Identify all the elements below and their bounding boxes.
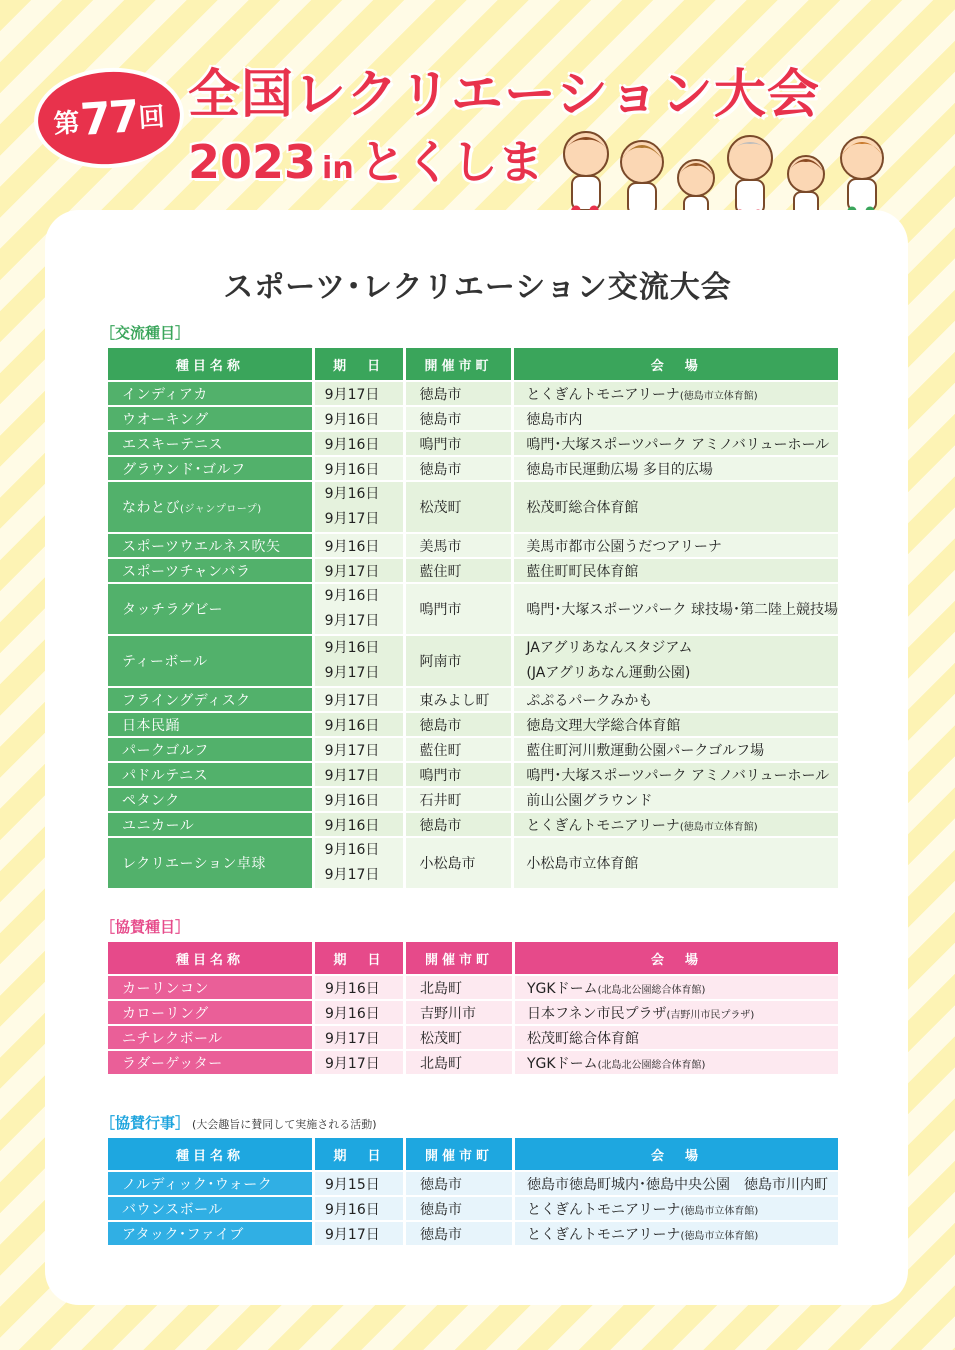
table-row [108,382,838,405]
table-row [108,482,838,532]
col-city-header: 開催市町 [406,942,515,974]
venue-cell [514,534,838,557]
event-city: 徳島市 [420,1226,462,1243]
city-cell [406,1197,515,1220]
event-city: 北島町 [420,980,462,997]
event-date: 9月16日 [325,980,380,997]
event-venue-note: (徳島市立体育館) [680,1230,759,1242]
city-cell [406,1026,515,1049]
event-name: インディアカ [122,386,208,403]
event-venue: 徳島市内 [526,411,583,428]
table-row [108,1172,838,1195]
event-name: カローリング [122,1005,209,1022]
venue-cell [514,457,838,480]
event-city: 鳴門市 [419,767,462,784]
event-date: 9月16日 [324,717,380,734]
event-name-cell [108,584,315,634]
city-cell [406,382,515,405]
city-cell [406,1001,515,1024]
event-date: 9月16日 [324,411,380,428]
event-venue-note: (徳島市立体育館) [679,821,758,833]
exchange-table [108,346,838,890]
event-name-cell [108,534,315,557]
venue-cell [514,382,838,405]
event-name-cell [108,482,315,532]
col-date-header: 期 日 [315,942,406,974]
event-venue: JAアグリあなんスタジアム [526,640,693,656]
title-in: in [322,151,354,186]
event-name-note: (ジャンプロープ) [180,504,262,515]
col-name-header: 種目名称 [108,348,315,380]
event-name: 日本民踊 [122,717,180,734]
event-name: ウオーキング [122,411,209,428]
event-venue: YGKドーム [527,980,598,997]
date-cell [315,636,406,686]
date-cell [315,584,406,634]
table-row [108,1197,838,1220]
event-name: タッチラグビー [122,602,223,618]
city-cell [406,432,515,455]
table-row [108,636,838,686]
event-name: カーリンコン [122,980,209,997]
section-label-text: ［交流種目］ [100,324,191,342]
city-cell [406,482,515,532]
table-row [108,1026,838,1049]
title-place: とくしま [359,135,544,189]
event-name-cell [108,1172,315,1195]
section-label-text: ［協賛行事］ [100,1114,191,1132]
event-name-cell [108,813,315,836]
city-cell [406,838,515,888]
event-name: エスキーテニス [122,436,223,453]
table-row [108,534,838,557]
event-date: 9月16日 [324,817,380,834]
event-venue: YGKドーム [527,1055,598,1072]
date-cell [315,432,406,455]
city-cell [406,713,515,736]
event-name-cell [108,559,315,582]
event-name: ラダーゲッター [122,1055,223,1072]
table-row [108,738,838,761]
badge-number: 77 [78,90,140,146]
date-cell [315,1172,406,1195]
event-date: 9月17日 [324,692,380,709]
event-date: 9月17日 [324,665,380,681]
event-date: 9月16日 [325,1201,380,1218]
date-cell [315,534,406,557]
col-date-header: 期 日 [315,348,406,380]
page-title: スポーツ･レクリエーション交流大会 [223,270,732,305]
date-cell [315,457,406,480]
event-name-cell [108,1026,315,1049]
city-cell [406,976,515,999]
event-name-cell [108,1197,315,1220]
event-city: 徳島市 [420,1176,462,1193]
event-venue-note: (吉野川市民プラザ) [666,1009,755,1021]
date-cell [315,813,406,836]
event-city: 北島町 [420,1055,462,1072]
table-row [108,584,838,634]
date-cell [315,559,406,582]
event-name: アタック･ファイブ [122,1226,244,1243]
event-city: 松茂町 [420,1030,462,1047]
table-row [108,432,838,455]
date-cell [315,382,406,405]
event-name-cell [108,738,315,761]
venue-cell [515,1172,838,1195]
event-name-cell [108,636,315,686]
section-label-text: ［協賛種目］ [100,918,191,936]
section-label-events [100,1112,377,1133]
event-venue-note: (徳島市立体育館) [679,390,758,402]
event-city: 鳴門市 [419,602,462,618]
event-city: 藍住町 [419,742,462,759]
table-row [108,688,838,711]
venue-cell [514,738,838,761]
date-cell [315,1001,406,1024]
event-name: バウンスボール [122,1201,223,1218]
event-city: 徳島市 [419,411,462,428]
city-cell [406,763,515,786]
title-year: 2023 [188,135,317,189]
event-name: パークゴルフ [122,742,209,759]
col-city-header: 開催市町 [406,348,515,380]
date-cell [315,1051,406,1074]
date-cell [315,688,406,711]
event-city: 東みよし町 [419,692,490,709]
city-cell [406,1051,515,1074]
event-city: 徳島市 [419,386,462,403]
event-venue-note: (徳島市立体育館) [680,1205,759,1217]
event-name-cell [108,1051,315,1074]
venue-cell [515,1197,838,1220]
col-city-header: 開催市町 [406,1138,515,1170]
sponsored-table [108,940,838,1076]
event-city: 吉野川市 [420,1005,476,1022]
date-cell [315,482,406,532]
event-date: 9月15日 [325,1176,380,1193]
event-venue: 徳島文理大学総合体育館 [526,717,681,734]
table-row [108,838,838,888]
event-date: 9月16日 [325,1005,380,1022]
event-date: 9月16日 [324,461,380,478]
event-name: スポーツウエルネス吹矢 [122,538,281,555]
venue-cell [514,482,838,532]
event-venue: 鳴門･大塚スポーツパーク アミノバリューホール [526,767,830,784]
event-date: 9月16日 [324,436,380,453]
table-row [108,763,838,786]
event-venue: 鳴門･大塚スポーツパーク アミノバリューホール [526,436,830,453]
venue-cell [515,1026,838,1049]
event-city: 美馬市 [419,538,462,555]
venue-cell [514,788,838,811]
date-cell [315,763,406,786]
event-title: 全国レクリエーション大会 [188,65,820,125]
event-subtitle [188,126,544,192]
event-city: 藍住町 [419,563,462,580]
venue-cell [514,407,838,430]
city-cell [406,1222,515,1245]
venue-cell [514,713,838,736]
event-name: ニチレクボール [122,1030,223,1047]
badge-prefix: 第 [52,107,81,140]
event-name-cell [108,1222,315,1245]
table-row [108,457,838,480]
event-city: 徳島市 [419,817,462,834]
event-venue: 徳島市徳島町城内･徳島中央公園 徳島市川内町 [527,1176,828,1193]
event-date: 9月17日 [325,1226,380,1243]
table-row [108,813,838,836]
badge-suffix: 回 [137,101,166,134]
venue-cell [514,432,838,455]
city-cell [406,788,515,811]
event-name: ノルディック･ウォーク [122,1176,273,1193]
event-date: 9月17日 [324,867,380,883]
event-city: 徳島市 [420,1201,462,1218]
event-name: なわとび [122,500,180,516]
venue-cell [515,1001,838,1024]
event-name-cell [108,432,315,455]
city-cell [406,457,515,480]
col-venue-header: 会 場 [515,1138,838,1170]
col-name-header: 種目名称 [108,942,315,974]
event-venue: 小松島市立体育館 [526,856,639,872]
event-name: ティーボール [122,654,208,670]
date-cell [315,1197,406,1220]
event-name: ユニカール [122,817,195,834]
venue-cell [514,688,838,711]
event-venue: 日本フネン市民プラザ [527,1005,667,1022]
section-label-exchange [100,322,190,343]
col-venue-header: 会 場 [514,348,838,380]
event-city: 鳴門市 [419,436,462,453]
city-cell [406,534,515,557]
city-cell [406,636,515,686]
venue-cell [515,1051,838,1074]
date-cell [315,788,406,811]
section-note: (大会趣旨に賛同して実施される活動) [192,1118,377,1131]
event-name-cell [108,788,315,811]
event-city: 小松島市 [419,856,476,872]
event-venue: 松茂町総合体育館 [527,1030,639,1047]
table-row [108,407,838,430]
venue-cell [514,813,838,836]
event-name-cell [108,382,315,405]
event-name: スポーツチャンバラ [122,563,251,580]
col-name-header: 種目名称 [108,1138,315,1170]
venue-cell [514,584,838,634]
event-name-cell [108,1001,315,1024]
col-date-header: 期 日 [315,1138,406,1170]
event-date: 9月16日 [324,792,380,809]
date-cell [315,1026,406,1049]
venue-cell [514,763,838,786]
event-venue-line2: (JAアグリあなん運動公園) [526,665,691,681]
edition-badge [35,67,183,169]
city-cell [406,688,515,711]
venue-cell [514,636,838,686]
venue-cell [515,1222,838,1245]
event-date: 9月17日 [324,613,380,629]
event-city: 徳島市 [419,461,462,478]
date-cell [315,713,406,736]
table-header-row [108,348,838,380]
event-venue: 前山公園グラウンド [526,792,653,809]
date-cell [315,1222,406,1245]
table-row [108,713,838,736]
event-date: 9月16日 [324,538,380,555]
event-venue: とくぎんトモニアリーナ [526,386,680,403]
event-city: 阿南市 [419,654,462,670]
date-cell [315,838,406,888]
event-venue: 鳴門･大塚スポーツパーク 球技場･第二陸上競技場 [526,602,838,618]
city-cell [406,738,515,761]
city-cell [406,584,515,634]
event-date: 9月16日 [324,640,380,656]
table-header-row [108,1138,838,1170]
venue-cell [515,976,838,999]
event-date: 9月17日 [324,563,380,580]
date-cell [315,738,406,761]
event-name: パドルテニス [122,767,209,784]
event-venue: 藍住町町民体育館 [526,563,639,580]
event-venue: 松茂町総合体育館 [526,500,639,516]
table-row [108,1001,838,1024]
event-venue: とくぎんトモニアリーナ [526,817,680,834]
city-cell [406,813,515,836]
event-name: グラウンド･ゴルフ [122,461,246,478]
city-cell [406,1172,515,1195]
city-cell [406,559,515,582]
event-date: 9月17日 [325,1055,380,1072]
event-name-cell [108,838,315,888]
event-date: 9月17日 [324,511,380,527]
event-date: 9月16日 [324,842,380,858]
events-table [108,1136,838,1247]
event-name-cell [108,713,315,736]
table-row [108,1051,838,1074]
city-cell [406,407,515,430]
event-venue: 徳島市民運動広場 多目的広場 [526,461,713,478]
event-name-cell [108,457,315,480]
event-venue: 藍住町河川敷運動公園パークゴルフ場 [526,742,765,759]
event-date: 9月17日 [325,1030,380,1047]
event-name: レクリエーション卓球 [122,856,266,872]
event-date: 9月17日 [324,386,380,403]
date-cell [315,407,406,430]
event-date: 9月17日 [324,767,380,784]
event-name-cell [108,763,315,786]
event-name-cell [108,688,315,711]
event-venue: ぷぷるパークみかも [526,692,653,709]
event-city: 石井町 [419,792,462,809]
table-header-row [108,942,838,974]
venue-cell [514,559,838,582]
event-name: フライングディスク [122,692,251,709]
table-row [108,559,838,582]
col-venue-header: 会 場 [515,942,838,974]
event-venue: 美馬市都市公園うだつアリーナ [526,538,722,555]
venue-cell [514,838,838,888]
event-venue-note: (北島北公園総合体育館) [597,984,706,996]
event-city: 松茂町 [419,500,462,516]
event-name-cell [108,976,315,999]
date-cell [315,976,406,999]
event-venue-note: (北島北公園総合体育館) [597,1059,706,1071]
event-venue: とくぎんトモニアリーナ [527,1226,681,1243]
table-row [108,788,838,811]
table-row [108,1222,838,1245]
event-date: 9月17日 [324,742,380,759]
event-date: 9月16日 [324,486,380,502]
table-row [108,976,838,999]
section-label-sponsored [100,916,190,937]
event-name: ペタンク [122,792,180,809]
event-venue: とくぎんトモニアリーナ [527,1201,681,1218]
event-name-cell [108,407,315,430]
event-city: 徳島市 [419,717,462,734]
event-date: 9月16日 [324,588,380,604]
